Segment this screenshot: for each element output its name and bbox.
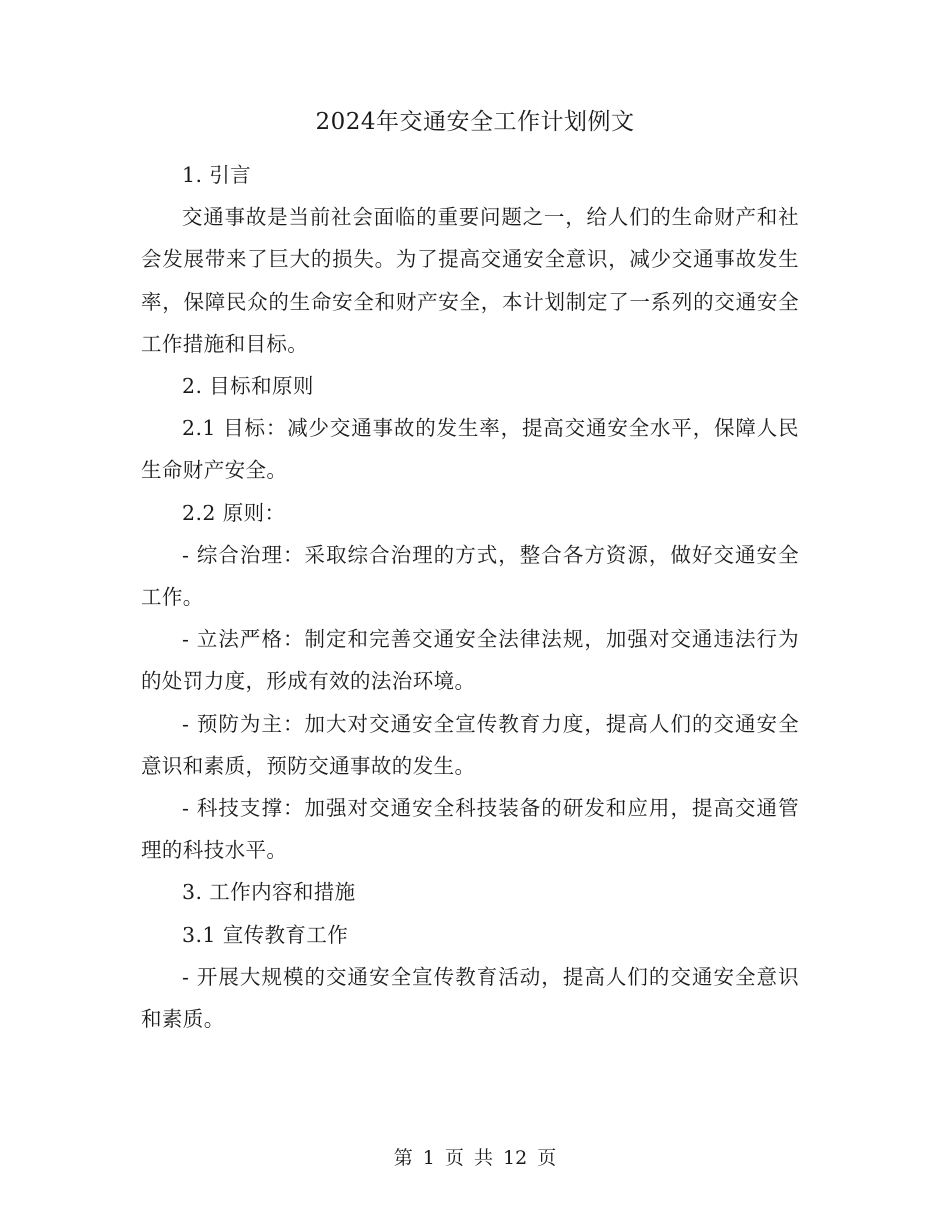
list-item-technology-support: - 科技支撑：加强对交通安全科技装备的研发和应用，提高交通管理的科技水平。 bbox=[141, 796, 799, 863]
paragraph-goal: 2.1 目标：减少交通事故的发生率，提高交通安全水平，保障人民生命财产安全。 bbox=[141, 416, 799, 483]
list-item-comprehensive-governance: - 综合治理：采取综合治理的方式，整合各方资源，做好交通安全工作。 bbox=[141, 542, 799, 610]
paragraph-introduction: 交通事故是当前社会面临的重要问题之一，给人们的生命财产和社会发展带来了巨大的损失。为了提高交通安全意识，减少交通事故发生率，保障民众的生命安全和财产安全，本计划制定了一系列的交通安全工作措施和目标。 bbox=[141, 205, 799, 356]
heading-publicity-education: 3.1 宣传教育工作 bbox=[182, 922, 349, 947]
heading-principles: 2.2 原则： bbox=[182, 500, 286, 525]
heading-goals-principles: 2. 目标和原则 bbox=[182, 374, 314, 399]
list-item-publicity-activities: - 开展大规模的交通安全宣传教育活动，提高人们的交通安全意识和素质。 bbox=[141, 964, 799, 1032]
list-item-strict-legislation: - 立法严格：制定和完善交通安全法律法规，加强对交通违法行为的处罚力度，形成有效的法治环境。 bbox=[141, 627, 799, 694]
heading-introduction: 1. 引言 bbox=[182, 163, 252, 187]
heading-work-content: 3. 工作内容和措施 bbox=[182, 880, 356, 905]
document-title: 2024年交通安全工作计划例文 bbox=[315, 109, 635, 135]
list-item-prevention-first: - 预防为主：加大对交通安全宣传教育力度，提高人们的交通安全意识和素质，预防交通事故的发生。 bbox=[141, 711, 799, 778]
document-body bbox=[141, 154, 799, 1040]
page-number-footer: 第 1 页 共 12 页 bbox=[393, 1147, 557, 1169]
